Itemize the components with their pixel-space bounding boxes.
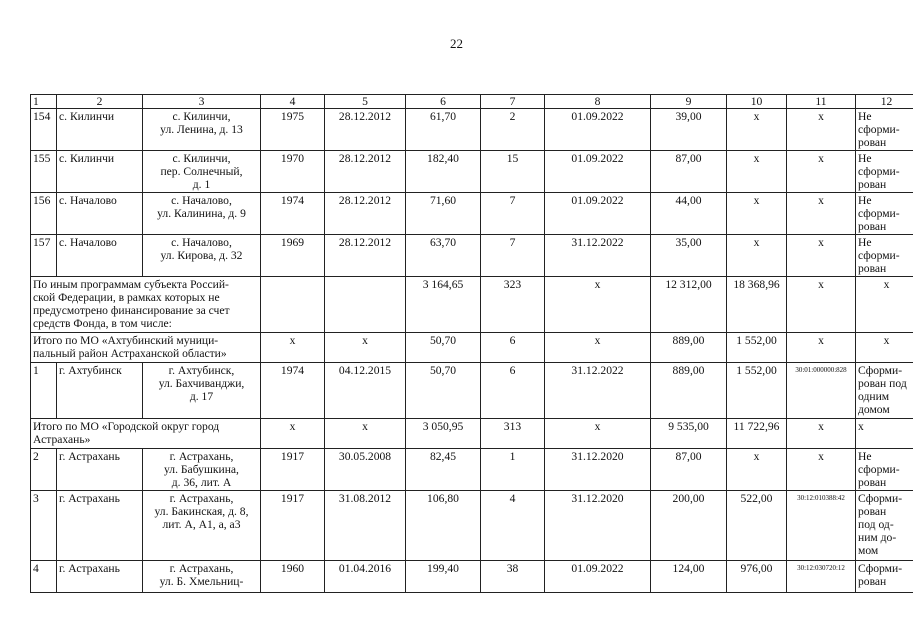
group-label-line: средств Фонда, в том числе: — [33, 317, 172, 330]
page-number: 22 — [450, 36, 463, 51]
status-line: сформи- — [858, 249, 900, 262]
table-row — [31, 363, 913, 419]
col11-value: х — [787, 235, 856, 277]
address-line: с. Началово, — [171, 194, 232, 207]
date: 28.12.2012 — [325, 109, 406, 151]
settlement: с. Началово — [57, 193, 143, 235]
status-line: Не — [858, 152, 872, 165]
status-line: рован — [858, 505, 887, 518]
col11-value: х — [787, 151, 856, 193]
col-num: 12 — [856, 95, 913, 109]
status-line: Сформи- — [858, 562, 903, 575]
housing-table — [30, 94, 913, 593]
group-label-line: Итого по МО «Ахтубинский муници- — [33, 334, 219, 347]
status-line: мом — [858, 544, 879, 557]
plan-date: 31.12.2022 — [545, 363, 651, 419]
col10-value: х — [727, 151, 787, 193]
settlement: с. Килинчи — [57, 151, 143, 193]
address-line: д. 1 — [192, 178, 211, 191]
address-line: пер. Солнечный, — [160, 165, 243, 178]
residents: 2 — [481, 109, 545, 151]
area: 82,45 — [406, 449, 481, 491]
area: 3 164,65 — [406, 277, 481, 333]
cadastral-number: 30:01:000000:828 — [787, 363, 856, 419]
address-line: д. 36, лит. А — [171, 476, 232, 489]
year — [261, 277, 325, 333]
col11-value: х — [787, 449, 856, 491]
col12-value: х — [856, 277, 913, 333]
status-line: домом — [858, 403, 890, 416]
address-line: ул. Кирова, д. 32 — [160, 249, 243, 262]
address-line: ул. Бабушкина, — [164, 463, 239, 476]
table-row — [31, 151, 913, 193]
status-line: одним — [858, 390, 890, 403]
year: 1975 — [261, 109, 325, 151]
year: 1970 — [261, 151, 325, 193]
col11-value: х — [787, 277, 856, 333]
col10-value: 522,00 — [727, 491, 787, 561]
status-line: сформи- — [858, 165, 900, 178]
row-number: 156 — [31, 193, 57, 235]
col9-value: 9 535,00 — [651, 419, 727, 449]
date: 28.12.2012 — [325, 235, 406, 277]
col11-value: х — [787, 109, 856, 151]
address-line: ул. Б. Хмельниц- — [159, 575, 244, 588]
row-number: 3 — [31, 491, 57, 561]
area: 63,70 — [406, 235, 481, 277]
area: 50,70 — [406, 333, 481, 363]
settlement: г. Астрахань — [57, 449, 143, 491]
col10-value: 1 552,00 — [727, 333, 787, 363]
col10-value: х — [727, 109, 787, 151]
table-row — [31, 561, 913, 593]
status-line: Сформи- — [858, 364, 903, 377]
year: 1960 — [261, 561, 325, 593]
status-line: Сформи- — [858, 492, 903, 505]
status-line: Не — [858, 110, 872, 123]
col-num: 8 — [545, 95, 651, 109]
table-row — [31, 235, 913, 277]
settlement: с. Килинчи — [57, 109, 143, 151]
col9-value: 124,00 — [651, 561, 727, 593]
area: 106,80 — [406, 491, 481, 561]
column-number-row — [31, 95, 913, 109]
group-label — [31, 277, 261, 333]
area: 61,70 — [406, 109, 481, 151]
col-num: 9 — [651, 95, 727, 109]
date: 30.05.2008 — [325, 449, 406, 491]
residents: 7 — [481, 193, 545, 235]
row-number: 157 — [31, 235, 57, 277]
status-line: сформи- — [858, 207, 900, 220]
address-line: с. Килинчи, — [172, 110, 231, 123]
status-line: Не — [858, 450, 872, 463]
date: 01.04.2016 — [325, 561, 406, 593]
status — [856, 235, 913, 277]
cadastral-number: 30:12:010388:42 — [787, 491, 856, 561]
address-line: лит. А, А1, а, а3 — [162, 518, 241, 531]
year: 1917 — [261, 491, 325, 561]
residents: 1 — [481, 449, 545, 491]
date: 28.12.2012 — [325, 193, 406, 235]
address-line: д. 17 — [189, 390, 214, 403]
col-num: 6 — [406, 95, 481, 109]
year: х — [261, 333, 325, 363]
address — [143, 193, 261, 235]
col-num: 4 — [261, 95, 325, 109]
status-line: Не — [858, 236, 872, 249]
col10-value: 1 552,00 — [727, 363, 787, 419]
plan-date: 31.12.2020 — [545, 491, 651, 561]
date: 28.12.2012 — [325, 151, 406, 193]
col11-value: х — [787, 193, 856, 235]
col9-value: 12 312,00 — [651, 277, 727, 333]
plan-date: 31.12.2020 — [545, 449, 651, 491]
settlement: г. Астрахань — [57, 491, 143, 561]
group-label-line: Итого по МО «Городской округ город — [33, 420, 220, 433]
year: х — [261, 419, 325, 449]
address-line: ул. Ленина, д. 13 — [160, 123, 243, 136]
status-line: Не — [858, 194, 872, 207]
group-label — [31, 333, 261, 363]
address-line: ул. Калинина, д. 9 — [157, 207, 246, 220]
group-label — [31, 419, 261, 449]
year: 1969 — [261, 235, 325, 277]
status — [856, 193, 913, 235]
address-line: г. Астрахань, — [169, 562, 234, 575]
status-line: рован — [858, 136, 887, 149]
col9-value: 889,00 — [651, 363, 727, 419]
plan-date: 01.09.2022 — [545, 151, 651, 193]
status — [856, 151, 913, 193]
col10-value: 976,00 — [727, 561, 787, 593]
status-line: рован — [858, 476, 887, 489]
year: 1974 — [261, 193, 325, 235]
col9-value: 889,00 — [651, 333, 727, 363]
area: 199,40 — [406, 561, 481, 593]
group-label-line: ской Федерации, в рамках которых не — [33, 291, 220, 304]
col-num: 7 — [481, 95, 545, 109]
status-line: рован — [858, 262, 887, 275]
col9-value: 39,00 — [651, 109, 727, 151]
status — [856, 363, 913, 419]
col-num: 10 — [727, 95, 787, 109]
residents: 313 — [481, 419, 545, 449]
row-number: 4 — [31, 561, 57, 593]
residents: 323 — [481, 277, 545, 333]
area: 50,70 — [406, 363, 481, 419]
table-row — [31, 109, 913, 151]
group-label-line: Астрахань» — [33, 433, 91, 446]
area: 3 050,95 — [406, 419, 481, 449]
address — [143, 363, 261, 419]
col10-value: 18 368,96 — [727, 277, 787, 333]
residents: 38 — [481, 561, 545, 593]
address — [143, 491, 261, 561]
col-num: 5 — [325, 95, 406, 109]
status-line: сформи- — [858, 123, 900, 136]
status — [856, 449, 913, 491]
col10-value: 11 722,96 — [727, 419, 787, 449]
table-row — [31, 491, 913, 561]
address — [143, 109, 261, 151]
group-row-mo-akhtubinsk — [31, 333, 913, 363]
plan-date: 01.09.2022 — [545, 109, 651, 151]
residents: 7 — [481, 235, 545, 277]
status — [856, 109, 913, 151]
col9-value: 87,00 — [651, 151, 727, 193]
table-row — [31, 449, 913, 491]
group-row-mo-astrakhan — [31, 419, 913, 449]
status-line: рован — [858, 220, 887, 233]
residents: 6 — [481, 363, 545, 419]
col10-value: х — [727, 449, 787, 491]
year: 1917 — [261, 449, 325, 491]
status-line: рован — [858, 178, 887, 191]
plan-date: х — [545, 419, 651, 449]
residents: 15 — [481, 151, 545, 193]
status — [856, 561, 913, 593]
address-line: г. Астрахань, — [169, 492, 234, 505]
col-num: 3 — [143, 95, 261, 109]
status — [856, 491, 913, 561]
row-number: 1 — [31, 363, 57, 419]
col9-value: 35,00 — [651, 235, 727, 277]
status-line: под од- — [858, 518, 894, 531]
col-num: 11 — [787, 95, 856, 109]
address — [143, 561, 261, 593]
date: х — [325, 419, 406, 449]
date — [325, 277, 406, 333]
col-num: 1 — [31, 95, 57, 109]
group-label-line: пальный район Астраханской области» — [33, 347, 227, 360]
year: 1974 — [261, 363, 325, 419]
settlement: с. Началово — [57, 235, 143, 277]
area: 182,40 — [406, 151, 481, 193]
status-line: ним до- — [858, 531, 897, 544]
address-line: ул. Бахчиванджи, — [158, 377, 245, 390]
col12-value: х — [856, 419, 913, 449]
address-line: г. Астрахань, — [169, 450, 234, 463]
col9-value: 87,00 — [651, 449, 727, 491]
plan-date: х — [545, 277, 651, 333]
group-label-line: По иным программам субъекта Россий- — [33, 278, 229, 291]
settlement: г. Ахтубинск — [57, 363, 143, 419]
address-line: с. Началово, — [171, 236, 232, 249]
plan-date: х — [545, 333, 651, 363]
row-number: 155 — [31, 151, 57, 193]
col10-value: х — [727, 193, 787, 235]
address — [143, 449, 261, 491]
status-line: рован — [858, 575, 887, 588]
address-line: г. Ахтубинск, — [168, 364, 235, 377]
address-line: с. Килинчи, — [172, 152, 231, 165]
col11-value: х — [787, 419, 856, 449]
col10-value: х — [727, 235, 787, 277]
residents: 4 — [481, 491, 545, 561]
row-number: 2 — [31, 449, 57, 491]
settlement: г. Астрахань — [57, 561, 143, 593]
date: 04.12.2015 — [325, 363, 406, 419]
residents: 6 — [481, 333, 545, 363]
table-row — [31, 193, 913, 235]
col9-value: 200,00 — [651, 491, 727, 561]
group-row-other-programs — [31, 277, 913, 333]
col11-value: х — [787, 333, 856, 363]
status-line: сформи- — [858, 463, 900, 476]
date: 31.08.2012 — [325, 491, 406, 561]
col12-value: х — [856, 333, 913, 363]
area: 71,60 — [406, 193, 481, 235]
col-num: 2 — [57, 95, 143, 109]
date: х — [325, 333, 406, 363]
group-label-line: предусмотрено финансирование за счет — [33, 304, 230, 317]
address-line: ул. Бакинская, д. 8, — [154, 505, 249, 518]
row-number: 154 — [31, 109, 57, 151]
col9-value: 44,00 — [651, 193, 727, 235]
plan-date: 01.09.2022 — [545, 193, 651, 235]
plan-date: 01.09.2022 — [545, 561, 651, 593]
address — [143, 151, 261, 193]
status-line: рован под — [858, 377, 907, 390]
cadastral-number: 30:12:030720:12 — [787, 561, 856, 593]
plan-date: 31.12.2022 — [545, 235, 651, 277]
address — [143, 235, 261, 277]
